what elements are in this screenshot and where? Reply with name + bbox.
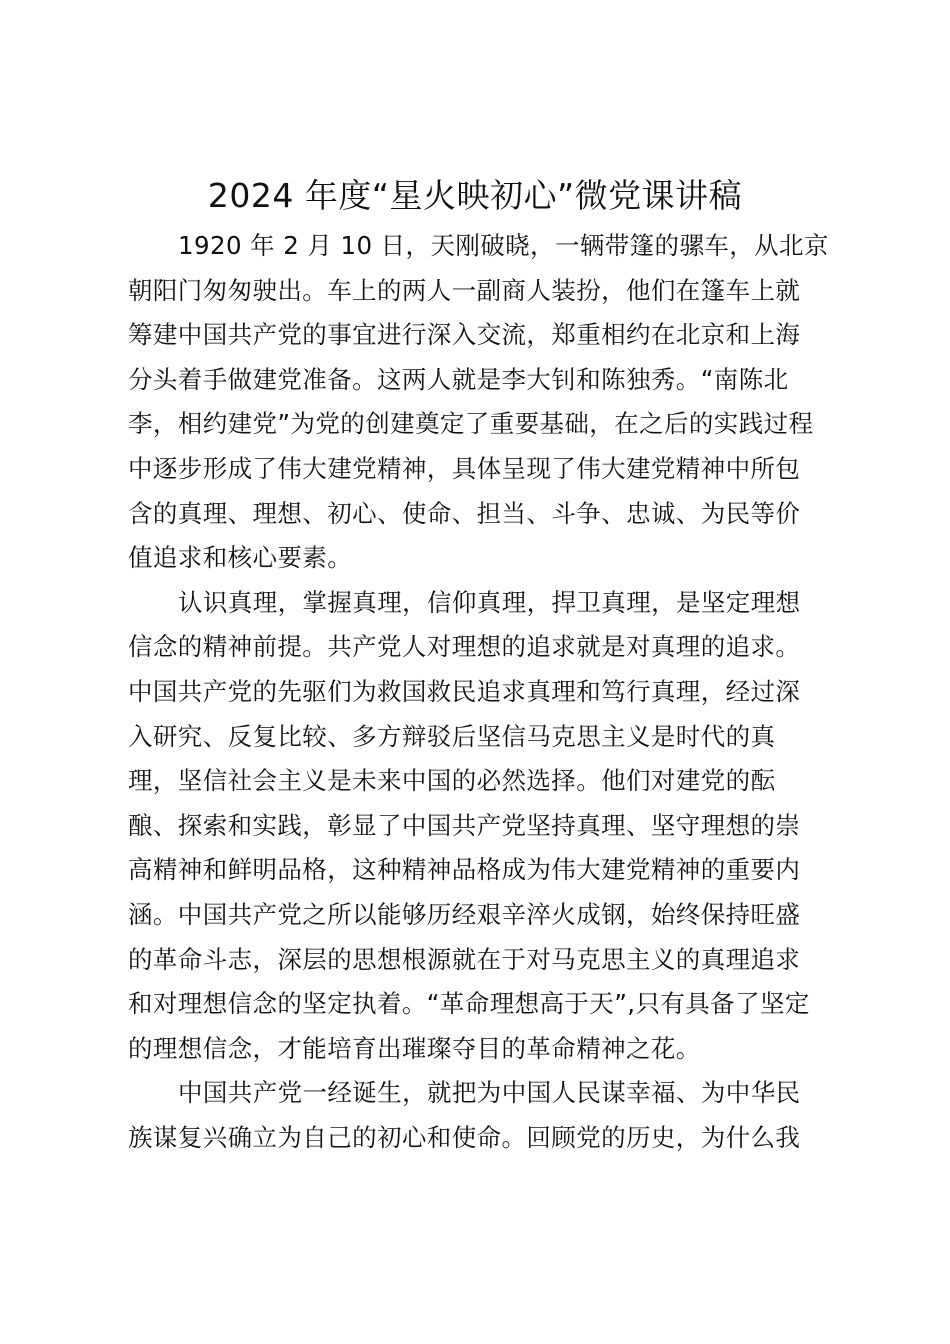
paragraph-line: 的革命斗志，深层的思想根源就在于对马克思主义的真理追求 <box>128 944 801 974</box>
paragraph-1 <box>128 224 838 581</box>
paragraph-line: 的理想信念，才能培育出璀璨夺目的革命精神之花。 <box>128 1033 701 1063</box>
paragraph-line: 中逐步形成了伟大建党精神，具体呈现了伟大建党精神中所包 <box>128 453 801 483</box>
paragraph-2 <box>128 581 838 1072</box>
paragraph-line: 朝阳门匆匆驶出。车上的两人一副商人装扮，他们在篷车上就 <box>128 275 801 305</box>
paragraph-line: 含的真理、理想、初心、使命、担当、斗争、忠诚、为民等价 <box>128 498 801 528</box>
paragraph-line: 酿、探索和实践，彰显了中国共产党坚持真理、坚守理想的崇 <box>128 810 801 840</box>
paragraph-line: 中国共产党的先驱们为救国救民追求真理和笃行真理，经过深 <box>128 676 801 706</box>
paragraph-line: 分头着手做建党准备。这两人就是李大钊和陈独秀。“南陈北 <box>128 364 789 394</box>
paragraph-line: 认识真理，掌握真理，信仰真理，捍卫真理，是坚定理想 <box>178 587 801 617</box>
paragraph-line: 涵。中国共产党之所以能够历经艰辛淬火成钢，始终保持旺盛 <box>128 899 801 929</box>
paragraph-line: 李，相约建党”为党的创建奠定了重要基础，在之后的实践过程 <box>128 409 814 439</box>
paragraph-line: 信念的精神前提。共产党人对理想的追求就是对真理的追求。 <box>128 632 801 662</box>
paragraph-line: 中国共产党一经诞生，就把为中国人民谋幸福、为中华民 <box>178 1078 801 1108</box>
paragraph-line: 入研究、反复比较、多方辩驳后坚信马克思主义是时代的真 <box>128 721 776 751</box>
paragraph-line: 和对理想信念的坚定执着。“革命理想高于天”,只有具备了坚定 <box>128 989 810 1019</box>
paragraph-line: 值追求和核心要素。 <box>128 543 353 573</box>
paragraph-line: 理，坚信社会主义是未来中国的必然选择。他们对建党的酝 <box>128 766 776 796</box>
document-title: 2024 年度“星火映初心”微党课讲稿 <box>207 176 743 215</box>
paragraph-3 <box>128 1071 838 1160</box>
paragraph-line: 高精神和鲜明品格，这种精神品格成为伟大建党精神的重要内 <box>128 855 801 885</box>
paragraph-line: 1920 年 2 月 10 日，天刚破晓，一辆带篷的骡车，从北京 <box>178 231 829 260</box>
document-body <box>128 224 838 1160</box>
paragraph-line: 筹建中国共产党的事宜进行深入交流，郑重相约在北京和上海 <box>128 320 801 350</box>
paragraph-line: 族谋复兴确立为自己的初心和使命。回顾党的历史，为什么我 <box>128 1122 801 1152</box>
